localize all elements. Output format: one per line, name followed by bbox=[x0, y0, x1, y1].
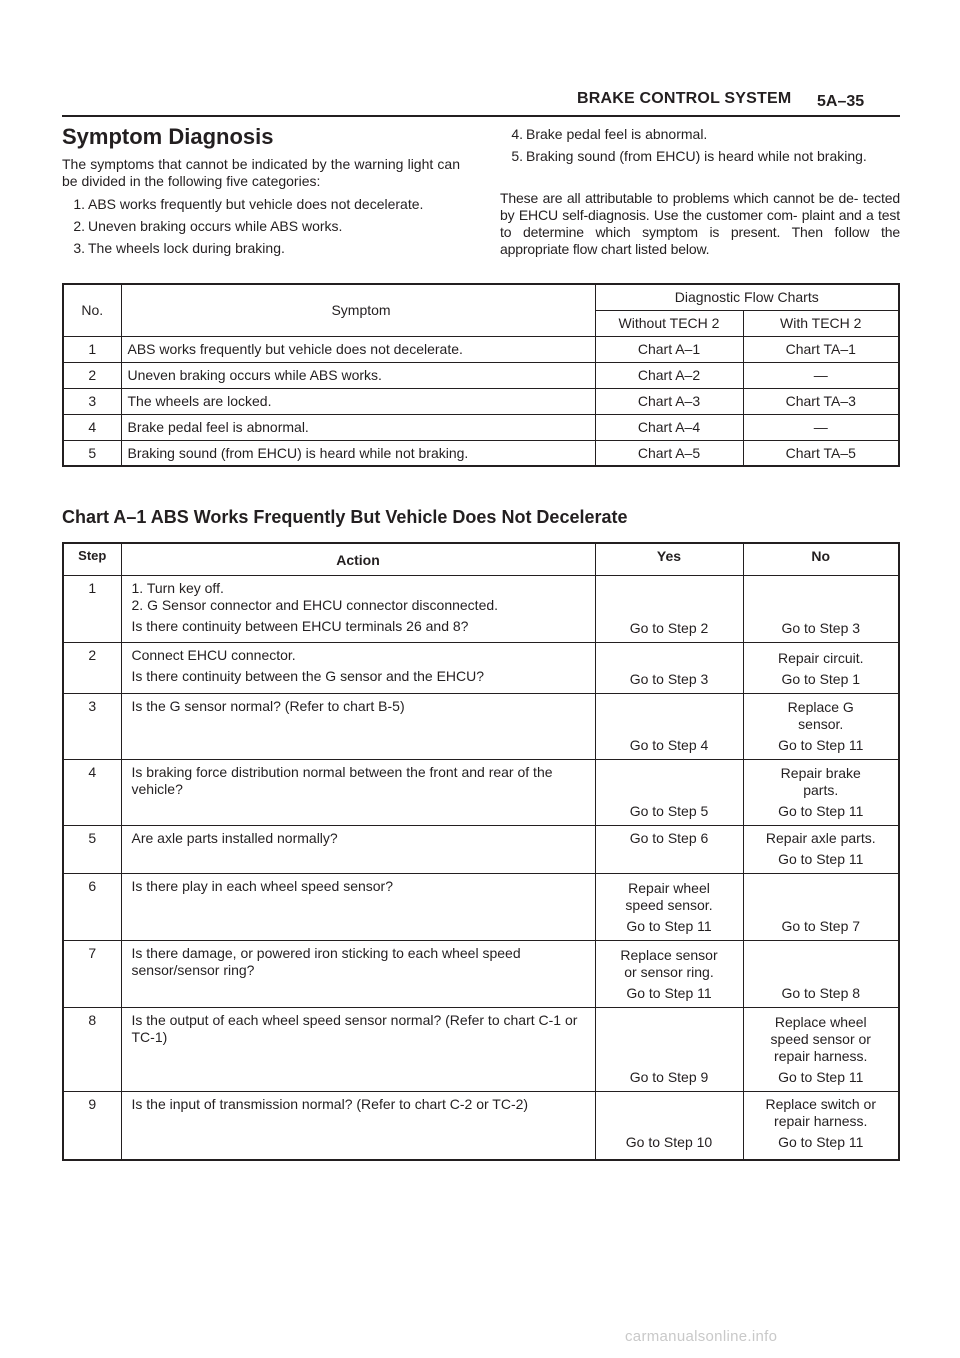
category-list-right bbox=[500, 126, 900, 170]
cell-yes bbox=[595, 873, 743, 940]
cell-action: Is the G sensor normal? (Refer to chart B-5) bbox=[121, 693, 595, 759]
no-remedy: Replace switch or repair harness. bbox=[765, 1095, 876, 1129]
action-question: Is there continuity between the G sensor and the EHCU? bbox=[131, 667, 485, 684]
col-header-with-tech2: With TECH 2 bbox=[743, 310, 899, 336]
cell-step: 4 bbox=[63, 759, 121, 825]
cell-yes: Go to Step 3 bbox=[595, 642, 743, 693]
action-question: Is there continuity between EHCU terminals 26 and 8? bbox=[131, 617, 469, 634]
action-line: Connect EHCU connector. bbox=[131, 646, 296, 663]
chart-a1-title: Chart A–1 ABS Works Frequently But Vehicle Does Not Decelerate bbox=[62, 507, 628, 527]
table-row bbox=[63, 362, 899, 388]
cell-no: 2 bbox=[63, 362, 121, 388]
cell-step: 6 bbox=[63, 873, 121, 940]
chart-a1-step-table bbox=[62, 542, 900, 1161]
list-item: 4. Brake pedal feel is abnormal. bbox=[511, 126, 708, 142]
cell-action: Is the output of each wheel speed sensor normal? (Refer to chart C-1 or TC-1) bbox=[121, 1007, 595, 1091]
cell-no: 5 bbox=[63, 440, 121, 466]
action-line: 1. Turn key off. bbox=[131, 579, 224, 596]
table-row bbox=[63, 414, 899, 440]
cell-action: Is braking force distribution normal between the front and rear of the vehicle? bbox=[121, 759, 595, 825]
no-next: Go to Step 1 bbox=[781, 670, 861, 687]
section-title: BRAKE CONTROL SYSTEM bbox=[577, 90, 792, 107]
header-rule bbox=[62, 115, 900, 117]
cell-without: Chart A–3 bbox=[595, 388, 743, 414]
cell-symptom: ABS works frequently but vehicle does not decelerate. bbox=[121, 336, 595, 362]
yes-next: Go to Step 11 bbox=[626, 917, 712, 934]
no-next: Go to Step 11 bbox=[778, 1133, 864, 1150]
list-item: 3. The wheels lock during braking. bbox=[73, 240, 285, 256]
cell-no bbox=[743, 1091, 899, 1160]
symptom-table bbox=[62, 283, 900, 467]
cell-without: Chart A–1 bbox=[595, 336, 743, 362]
no-remedy: Repair circuit. bbox=[777, 649, 864, 666]
cell-yes: Go to Step 10 bbox=[595, 1091, 743, 1160]
table-header-row bbox=[63, 284, 899, 310]
col-header-no: No bbox=[743, 543, 899, 575]
no-next: Go to Step 11 bbox=[778, 736, 864, 753]
cell-action bbox=[121, 575, 595, 642]
table-row bbox=[63, 940, 899, 1007]
list-item: 1. ABS works frequently but vehicle does not decelerate. bbox=[73, 196, 424, 212]
cell-action bbox=[121, 642, 595, 693]
cell-with: Chart TA–5 bbox=[743, 440, 899, 466]
cell-no bbox=[743, 1007, 899, 1091]
cell-yes: Go to Step 4 bbox=[595, 693, 743, 759]
col-header-no: No. bbox=[63, 284, 121, 336]
cell-step: 7 bbox=[63, 940, 121, 1007]
col-header-step: Step bbox=[63, 543, 121, 575]
cell-with: — bbox=[743, 362, 899, 388]
table-row bbox=[63, 440, 899, 466]
table-row bbox=[63, 388, 899, 414]
table-row bbox=[63, 825, 899, 873]
intro-paragraph: The symptoms that cannot be indicated by the warning light can be divided in the following five categories: bbox=[62, 156, 460, 189]
no-remedy: Repair brake parts. bbox=[780, 764, 861, 798]
cell-action: Are axle parts installed normally? bbox=[121, 825, 595, 873]
cell-no bbox=[743, 693, 899, 759]
yes-remedy: Repair wheel speed sensor. bbox=[625, 879, 713, 913]
col-header-flow-charts: Diagnostic Flow Charts bbox=[595, 284, 899, 310]
table-header-row bbox=[63, 543, 899, 575]
yes-next: Go to Step 11 bbox=[626, 984, 712, 1001]
cell-with: — bbox=[743, 414, 899, 440]
table-row bbox=[63, 1091, 899, 1160]
table-row bbox=[63, 759, 899, 825]
no-remedy: Replace wheel speed sensor or repair harness. bbox=[770, 1013, 871, 1064]
cell-no bbox=[743, 825, 899, 873]
cell-no: 3 bbox=[63, 388, 121, 414]
no-next: Go to Step 11 bbox=[778, 802, 864, 819]
no-next: Go to Step 11 bbox=[778, 850, 864, 867]
cell-action: Is there play in each wheel speed sensor? bbox=[121, 873, 595, 940]
cell-action: Is the input of transmission normal? (Refer to chart C-2 or TC-2) bbox=[121, 1091, 595, 1160]
symptom-diagnosis-title: Symptom Diagnosis bbox=[62, 124, 274, 149]
cell-symptom: The wheels are locked. bbox=[121, 388, 595, 414]
cell-yes bbox=[595, 940, 743, 1007]
col-header-action: Action bbox=[121, 543, 595, 575]
cell-step: 9 bbox=[63, 1091, 121, 1160]
no-next: Go to Step 11 bbox=[778, 1068, 864, 1085]
cell-step: 1 bbox=[63, 575, 121, 642]
cell-without: Chart A–2 bbox=[595, 362, 743, 388]
page-number: 5A–35 bbox=[817, 93, 865, 110]
instruction-paragraph: These are all attributable to problems which cannot be de- tected by EHCU self-diagnosis. Use the customer com- plaint and a test to determine which symptom is present. Then follow the appropriate flow chart listed below. bbox=[500, 190, 900, 257]
cell-yes: Go to Step 6 bbox=[595, 825, 743, 873]
list-item: 5. Braking sound (from EHCU) is heard while not braking. bbox=[511, 148, 867, 164]
no-remedy: Replace G sensor. bbox=[787, 698, 854, 732]
cell-no bbox=[743, 759, 899, 825]
cell-step: 5 bbox=[63, 825, 121, 873]
cell-yes: Go to Step 2 bbox=[595, 575, 743, 642]
col-header-symptom: Symptom bbox=[121, 284, 595, 336]
table-row bbox=[63, 693, 899, 759]
table-row bbox=[63, 575, 899, 642]
cell-action: Is there damage, or powered iron sticking to each wheel speed sensor/sensor ring? bbox=[121, 940, 595, 1007]
no-remedy: Repair axle parts. bbox=[765, 829, 876, 846]
action-line: 2. G Sensor connector and EHCU connector disconnected. bbox=[131, 596, 499, 613]
table-row bbox=[63, 1007, 899, 1091]
category-list-left bbox=[62, 196, 460, 262]
cell-with: Chart TA–1 bbox=[743, 336, 899, 362]
cell-yes: Go to Step 5 bbox=[595, 759, 743, 825]
cell-step: 3 bbox=[63, 693, 121, 759]
cell-without: Chart A–4 bbox=[595, 414, 743, 440]
watermark: carmanualsonline.info bbox=[625, 1328, 778, 1345]
list-item: 2. Uneven braking occurs while ABS works. bbox=[73, 218, 343, 234]
cell-step: 8 bbox=[63, 1007, 121, 1091]
col-header-yes: Yes bbox=[595, 543, 743, 575]
cell-symptom: Brake pedal feel is abnormal. bbox=[121, 414, 595, 440]
cell-no: 4 bbox=[63, 414, 121, 440]
cell-no bbox=[743, 642, 899, 693]
table-row bbox=[63, 873, 899, 940]
col-header-without-tech2: Without TECH 2 bbox=[595, 310, 743, 336]
cell-no: Go to Step 7 bbox=[743, 873, 899, 940]
yes-remedy: Replace sensor or sensor ring. bbox=[620, 946, 718, 980]
cell-no: 1 bbox=[63, 336, 121, 362]
cell-symptom: Braking sound (from EHCU) is heard while not braking. bbox=[121, 440, 595, 466]
table-row bbox=[63, 336, 899, 362]
cell-yes: Go to Step 9 bbox=[595, 1007, 743, 1091]
table-row bbox=[63, 642, 899, 693]
cell-step: 2 bbox=[63, 642, 121, 693]
cell-with: Chart TA–3 bbox=[743, 388, 899, 414]
cell-no: Go to Step 8 bbox=[743, 940, 899, 1007]
cell-no: Go to Step 3 bbox=[743, 575, 899, 642]
cell-symptom: Uneven braking occurs while ABS works. bbox=[121, 362, 595, 388]
cell-without: Chart A–5 bbox=[595, 440, 743, 466]
